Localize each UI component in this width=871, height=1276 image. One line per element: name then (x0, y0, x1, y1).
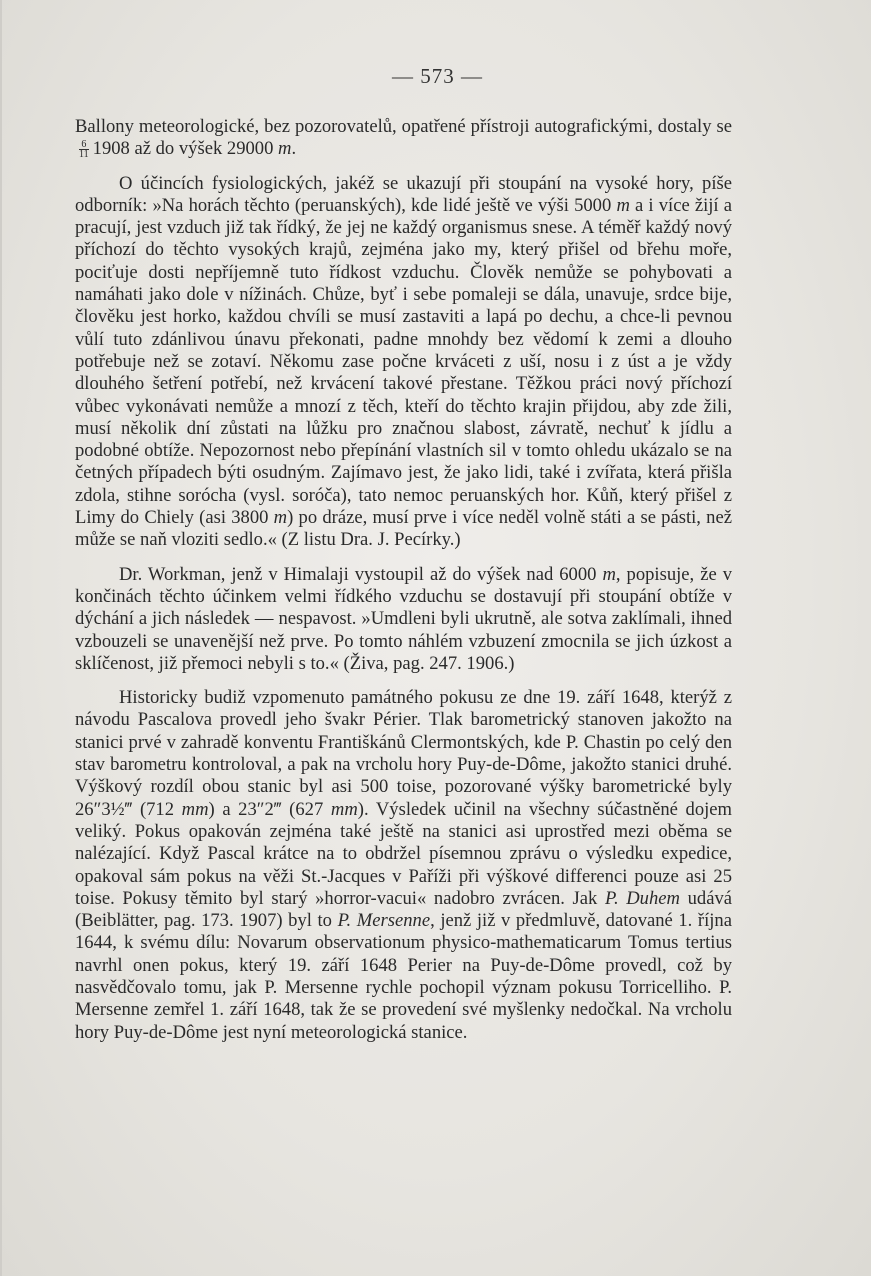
paragraph-pascal: Historicky budiž vzpomenuto památného pokusu ze dne 19. září 1648, kterýž z návodu Pascalova provedl jeho švakr Périer. Tlak barometrický stanoven jakožto na stanici prvé v zahradě konventu Františkánů Clermontských, kde P. Chastin po celý den stav barometru kontroloval, a pak na vrcholu hory Puy-de-Dôme, jakožto stanici druhé. Výškový rozdíl obou stanic byl asi 500 toise, pozorované výšky barometrické byly 26″3½‴ (712 mm) a 23″2‴ (627 mm). Výsledek učinil na všechny súčastněné dojem veliký. Pokus opakován zejména také ještě na stanici asi uprostřed mezi oběma se nalézající. Když Pascal krátce na to obdržel písemnou zprávu o výsledku expedice, opakoval sám pokus na věži St.-Jacques v Paříži při výškové differenci pouze asi 25 toise. Pokusy těmito byl starý »horror-vacui« nadobro zvrácen. Jak P. Duhem udává (Beiblätter, pag. 173. 1907) byl to P. Mersenne, jenž již v předmluvě, datované 1. října 1644, k svému dílu: Novarum observationum physico-mathematicarum Tomus tertius navrhl onen pokus, který 19. září 1648 Perier na Puy-de-Dôme provedl, což by nasvědčovalo tomu, jak P. Mersenne rychle pochopil význam pokusu Torricelliho. P. Mersenne zemřel 1. září 1648, tak že se provedení své myšlenky nedočkal. Na vrcholu hory Puy-de-Dôme jest nyní meteorologická stanice. (75, 687, 732, 1043)
paragraph-balloons: Ballony meteorologické, bez pozorovatelů, opatřené přístroji autografickými, dostaly se $\frac{6}{11}$ 1908 až do výšek 29000 m. (75, 116, 732, 161)
paragraph-workman: Dr. Workman, jenž v Himalaji vystoupil až do výšek nad 6000 m, popisuje, že v končinách těchto účinkem velmi řídkého vzduchu se dostavují při stoupání obtíže v dýchání a jich následek — nespavost. »Umdleni byli ukrutně, ale sotva zaklímali, ihned vzbouzeli se unavenější než prve. Po tomto náhlém vzbuzení zmocnila se jich úzkost a sklíčenost, již přemoci nebyli s to.« (Živa, pag. 247. 1906.) (75, 563, 732, 674)
body-text (75, 116, 732, 1044)
fraction: $\frac{6}{11}$ (79, 139, 89, 161)
page-number: — 573 — (392, 64, 483, 88)
paragraph-physiology: O účincích fysiologických, jakéž se ukazují při stoupání na vysoké hory, píše odborník: »Na horách těchto (peruanských), kde lidé ještě ve výši 5000 m a i více žijí a pracují, jest vzduch již tak řídký, že jej ne každý organismus snese. A téměř každý nový příchozí do těchto vysokých krajů, zejména jako my, který přišel od břehu moře, pociťuje dosti nepříjemně tuto řídkost vzduchu. Člověk nemůže se pohybovati a namáhati jako dole v nížinách. Chůze, byť i sebe pomaleji se dála, unavuje, srdce bije, člověku jest horko, každou chvíli se musí zastaviti a lapá po dechu, a chce-li pevnou vůlí tuto zdánlivou únavu překonati, padne mnohdy bez vědomí k zemi a dlouho potřebuje než se zotaví. Někomu zase počne krváceti z uší, nosu i z úst a je vždy dlouhého šetření potřebí, než krvácení takové přestane. Těžkou práci nový příchozí vůbec vykonávati nemůže a mnozí z těch, kteří do těchto krajin přijdou, aby zde žili, musí několik dní zůstati na lůžku pro značnou slabost, závratě, nechuť k jídlu a podobné obtíže. Nepozornost nebo přepínání vlastních sil v tomto ohledu ukázalo se na četných případech býti osudným. Zajímavo jest, že jako lidi, také i zvířata, která přišla zdola, stihne sorócha (vysl. soróča), tato nemoc peruanských hor. Kůň, který přišel z Limy do Chiely (asi 3800 m) po dráze, musí prve i více neděl volně státi a se pásti, než může se naň vloziti sedlo.« (Z listu Dra. J. Pecírky.) (75, 172, 732, 551)
